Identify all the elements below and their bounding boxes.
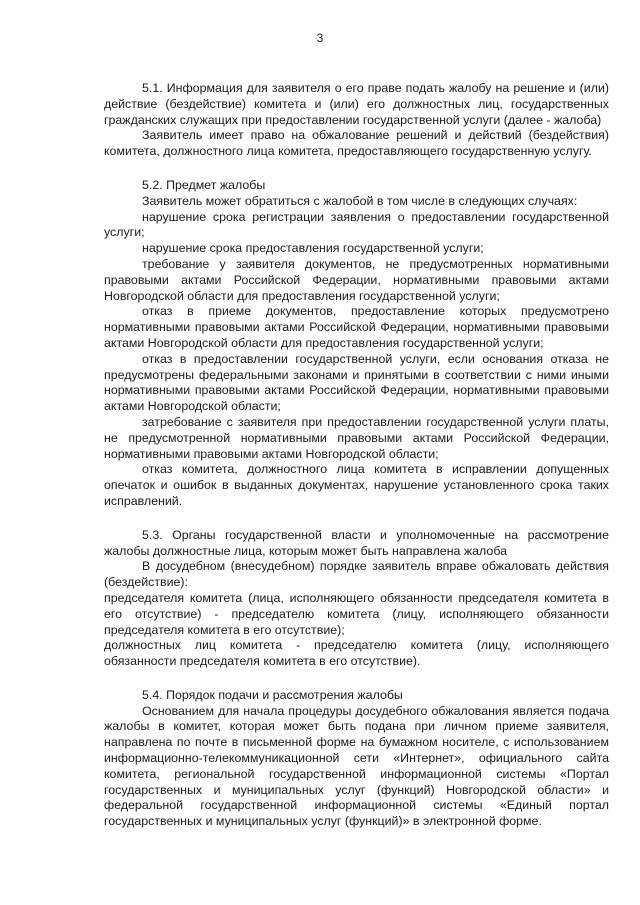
paragraph: Заявитель имеет право на обжалование решений и действий (бездействия) комитета, должностного лица комитета, предоставляющего государственную услугу. (104, 128, 609, 159)
section-5-4 (104, 688, 609, 830)
paragraph: В досудебном (внесудебном) порядке заявитель вправе обжаловать действия (бездействие): (104, 559, 609, 590)
paragraph: Основанием для начала процедуры досудебного обжалования является подача жалобы в комитет, которая может быть подана при личном приеме заявителя, направлена по почте в письменной форме на бумажном носителе, с использованием информационно-телекоммуникационной сети «Интернет», официального сайта комитета, региональной государственной информационной системы «Портал государственных и муниципальных услуг (функций) Новгородской области» и федеральной государственной информационной системы «Единый портал государственных и муниципальных услуг (функций)» в электронной форме. (104, 703, 609, 829)
section-gap (104, 160, 609, 178)
section-5-2 (104, 178, 609, 510)
list-item: отказ комитета, должностного лица комитета в исправлении допущенных опечаток и ошибок в выданных документах, нарушение установленного срока таких исправлений. (104, 462, 609, 508)
page-number: 3 (316, 31, 324, 45)
document-body (104, 81, 609, 830)
section-gap (104, 670, 609, 688)
section-gap (104, 510, 609, 528)
paragraph: Заявитель может обратиться с жалобой в том числе в следующих случаях: (142, 193, 578, 208)
list-item: требование у заявителя документов, не предусмотренных нормативными правовыми актами Российской Федерации, нормативными правовыми актами Новгородской области для предоставления государственной услуги; (104, 256, 609, 303)
section-5-2-heading: 5.2. Предмет жалобы (142, 177, 266, 192)
list-item: должностных лиц комитета - председателю комитета (лицу, исполняющего обязанности председателя комитета в его отсутствие). (104, 638, 609, 669)
section-5-4-heading: 5.4. Порядок подачи и рассмотрения жалобы (142, 687, 403, 702)
list-item: председателя комитета (лица, исполняющего обязанности председателя комитета в его отсутствие) - председателю комитета (лицу, исполняющего обязанности председателя комитета в его отсутствие); (104, 590, 609, 637)
list-item: отказ в приеме документов, предоставление которых предусмотрено нормативными правовыми актами Российской Федерации, нормативными правовыми актами Новгородской области для предоставления государственной услуги; (104, 304, 609, 350)
list-item: нарушение срока регистрации заявления о предоставлении государственной услуги; (104, 209, 609, 240)
section-5-3-heading: 5.3. Органы государственной власти и уполномоченные на рассмотрение жалобы должностные лица, которым может быть направлена жалоба (104, 527, 609, 558)
section-5-1-heading: 5.1. Информация для заявителя о его праве подать жалобу на решение и (или) действие (бездействие) комитета и (или) его должностных лиц, государственных гражданских служащих при предоставлении государственной услуги (далее - жалоба) (104, 81, 609, 127)
list-item: затребование с заявителя при предоставлении государственной услуги платы, не предусмотренной нормативными правовыми актами Российской Федерации, нормативными правовыми актами Новгородской области; (104, 414, 609, 461)
section-5-1 (104, 81, 609, 160)
list-item: отказ в предоставлении государственной услуги, если основания отказа не предусмотрены федеральными законами и принятыми в соответствии с ними иными нормативными правовыми актами Российской Федерации, нормативными правовыми актами Новгородской области; (104, 351, 609, 414)
section-5-3 (104, 528, 609, 670)
list-item: нарушение срока предоставления государственной услуги; (142, 241, 484, 256)
